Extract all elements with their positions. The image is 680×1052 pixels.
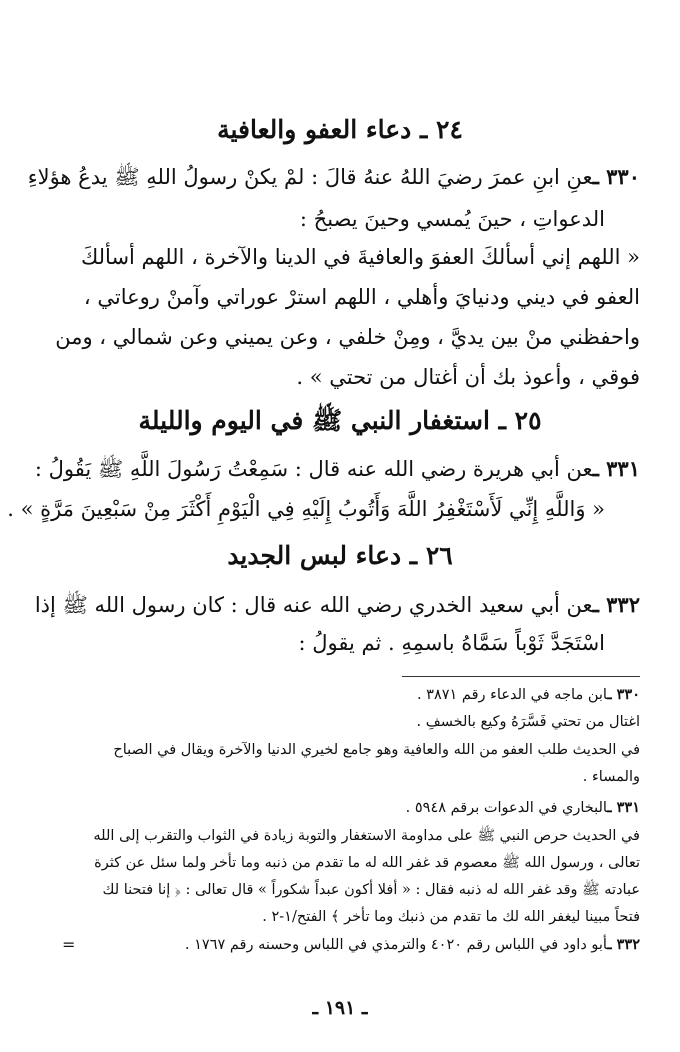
hadith-330-line-4: العفو في ديني ودنيايَ وأهلي ، اللهم استرْ عوراتي وآمنْ روعاتي ، (83, 285, 640, 309)
footnote-332-line-1 (40, 933, 640, 957)
footnote-330-line-2: اغتال من تحتي فَسَّرَهُ وكيع بالخسفِ . (416, 714, 640, 730)
hadith-330-line-3: « اللهم إني أسألكَ العفوَ والعافيةَ في الدينا والآخرة ، اللهم أسألكَ (80, 245, 640, 269)
footnote-separator (402, 676, 640, 677)
footnote-331-text-1: البخاري في الدعوات برقم ٥٩٤٨ . (405, 800, 608, 816)
footnote-330-line-1 (40, 683, 640, 707)
footnote-331-line-3: تعالى ، ورسول الله ﷺ معصوم قد غفر الله له ما تقدم من ذنبه وما تأخر ولما سئل عن كثرة (94, 855, 640, 871)
footnote-331-line-1 (40, 796, 640, 820)
hadith-331-line-2: « وَاللَّهِ إِنِّي لَأَسْتَغْفِرُ اللَّهَ وَأَتُوبُ إِلَيْهِ فِي الْيَوْمِ أَكْثَرَ مِنْ سَبْعِينَ مَرَّةٍ » . (7, 497, 605, 521)
hadith-332-line-2: اسْتَجَدَّ ثَوْباً سَمَّاهُ باسمِهِ . ثم يقولُ : (298, 631, 605, 655)
hadith-332-line-1 (34, 588, 640, 622)
hadith-331-number: ٣٣١ ـ (592, 456, 640, 481)
section-26-heading: ٢٦ ـ دعاء لبس الجديد (227, 541, 453, 570)
hadith-330-line-1 (27, 160, 640, 194)
footnote-331-number: ٣٣١ ـ (607, 799, 640, 816)
hadith-332-text-1: عن أبي سعيد الخدري رضي الله عنه قال : كان رسول الله ﷺ إذا (34, 593, 593, 617)
hadith-331-line-1 (34, 452, 640, 486)
footnote-330-number: ٣٣٠ ـ (607, 686, 640, 703)
footnote-332-number: ٣٣٢ ـ (607, 936, 640, 953)
footnote-331-line-2: في الحديث حرص النبي ﷺ على مداومة الاستغفار والتوبة زيادة في الثواب والتقرب إلى الله (93, 828, 640, 844)
footnote-331-line-5: فتحاً مبينا ليغفر الله لك ما تقدم من ذنبك وما تأخر ﴾ الفتح/١-٢ . (262, 909, 640, 925)
footnote-330-text-1: ابن ماجه في الدعاء رقم ٣٨٧١ . (416, 687, 608, 703)
hadith-330-line-2: الدعواتِ ، حينَ يُمسي وحينَ يصبحُ : (299, 207, 605, 231)
page-number: ـ ١٩١ ـ (312, 997, 368, 1019)
section-24-heading: ٢٤ ـ دعاء العفو والعافية (217, 115, 463, 144)
hadith-330-line-5: واحفظني منْ بين يديَّ ، ومِنْ خلفي ، وعن يميني وعن شمالي ، ومن (55, 325, 640, 349)
footnote-332-text-1: أبو داود في اللباس رقم ٤٠٢٠ والترمذي في اللباس وحسنه رقم ١٧٦٧ . (184, 937, 608, 953)
hadith-330-number: ٣٣٠ ـ (592, 164, 640, 189)
continuation-mark: = (62, 935, 76, 954)
footnote-330-line-4: والمساء . (582, 769, 640, 785)
hadith-330-line-6: فوقي ، وأعوذ بك أن أغتال من تحتي » . (296, 365, 640, 389)
footnote-331-line-4: عبادته ﷺ وقد غفر الله له ذنبه فقال : « أفلا أكون عبداً شكوراً » قال تعالى : ﴿ إنا فتحنا لك (102, 882, 640, 898)
hadith-332-number: ٣٣٢ ـ (592, 592, 640, 617)
hadith-330-text-1: عنِ ابنِ عمرَ رضيَ اللهُ عنهُ قالَ : لمْ يكنْ رسولُ اللهِ ﷺ يدعُ هؤلاءِ (27, 165, 593, 189)
footnote-330-line-3: في الحديث طلب العفو من الله والعافية وهو جامع لخيري الدنيا والآخرة ويقال في الصباح (113, 742, 640, 758)
section-25-heading: ٢٥ ـ استغفار النبي ﷺ في اليوم والليلة (138, 406, 542, 435)
hadith-331-text-1: عن أبي هريرة رضي الله عنه قال : سَمِعْتُ رَسُولَ اللَّهِ ﷺ يَقُولُ : (34, 457, 593, 481)
